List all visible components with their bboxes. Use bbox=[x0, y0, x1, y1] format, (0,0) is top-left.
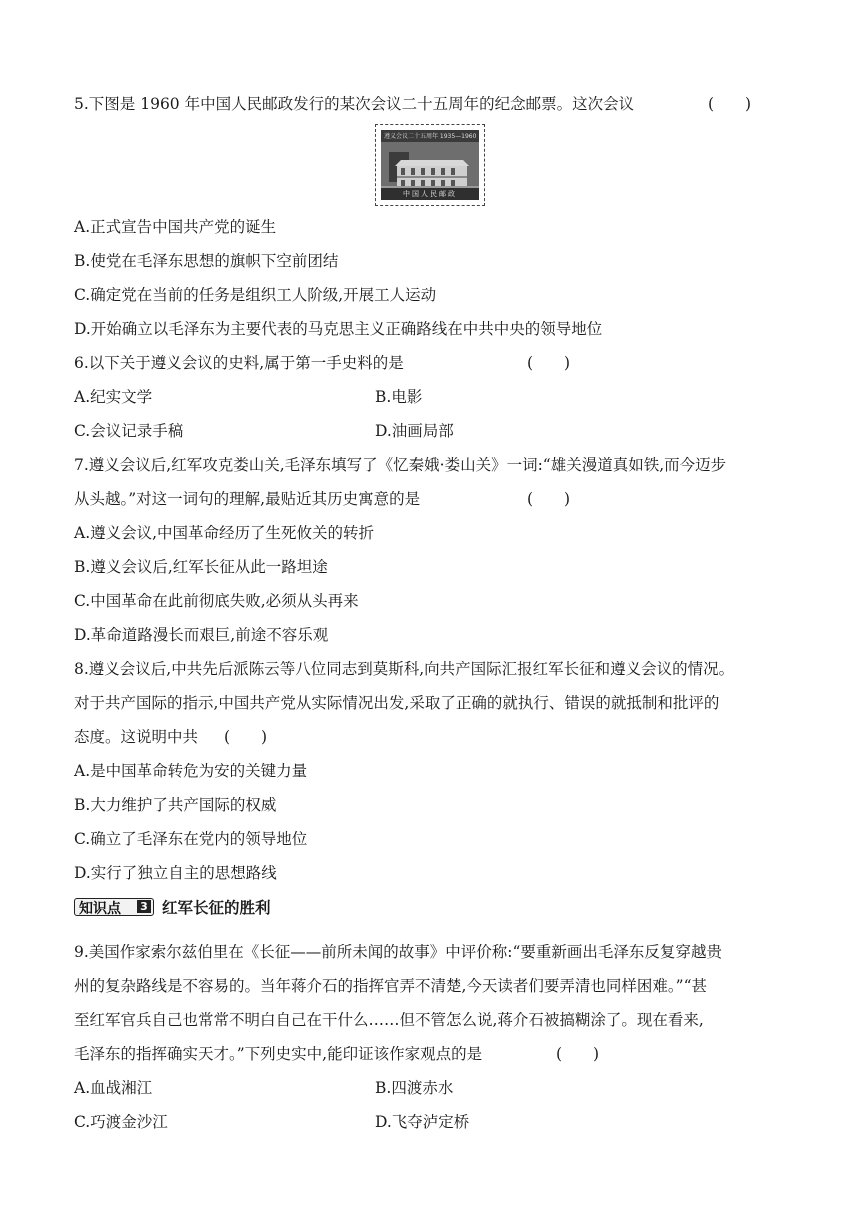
q8-option-d: D.实行了独立自主的思想路线 bbox=[74, 864, 277, 882]
q9-stem-line-3: 至红军官兵自己也常常不明白自己在干什么……但不管怎么说,蒋介石被搞糊涂了。现在看来, bbox=[74, 1011, 704, 1029]
q6-answer-paren: ( ) bbox=[527, 354, 571, 372]
q9-option-b: B.四渡赤水 bbox=[375, 1079, 454, 1097]
section-title: 红军长征的胜利 bbox=[162, 899, 271, 917]
q6-option-a: A.纪实文学 bbox=[74, 388, 153, 406]
commemorative-stamp-image bbox=[375, 124, 485, 206]
q9-stem-line-2: 州的复杂路线是不容易的。当年蒋介石的指挥官弄不清楚,今天读者们要弄清也同样困难。”“甚 bbox=[74, 977, 708, 995]
q9-answer-paren: ( ) bbox=[556, 1045, 600, 1063]
q8-stem-line-1: 8.遵义会议后,中共先后派陈云等八位同志到莫斯科,向共产国际汇报红军长征和遵义会议的情况。 bbox=[74, 660, 735, 678]
q7-option-a: A.遵义会议,中国革命经历了生死攸关的转折 bbox=[74, 524, 375, 542]
q5-answer-paren: ( ) bbox=[708, 95, 752, 113]
stamp-bottom-text: 中国人民邮政 bbox=[403, 190, 457, 198]
q6-option-c: C.会议记录手稿 bbox=[74, 422, 184, 440]
q7-option-b: B.遵义会议后,红军长征从此一路坦途 bbox=[74, 558, 328, 576]
q6-stem: 6.以下关于遵义会议的史料,属于第一手史料的是 bbox=[74, 354, 404, 372]
q8-stem-line-2: 对于共产国际的指示,中国共产党从实际情况出发,采取了正确的就执行、错误的就抵制和批评的 bbox=[74, 694, 720, 712]
knowledge-point-badge-number: 3 bbox=[137, 900, 151, 913]
knowledge-point-badge-label: 知识点 bbox=[79, 901, 121, 917]
q8-option-c: C.确立了毛泽东在党内的领导地位 bbox=[74, 830, 308, 848]
q5-option-a: A.正式宣告中国共产党的诞生 bbox=[74, 218, 277, 236]
q6-option-d: D.油画局部 bbox=[375, 422, 454, 440]
q9-option-d: D.飞夺泸定桥 bbox=[375, 1113, 470, 1131]
q8-option-a: A.是中国革命转危为安的关键力量 bbox=[74, 762, 308, 780]
q9-option-a: A.血战湘江 bbox=[74, 1079, 153, 1097]
q5-option-c: C.确定党在当前的任务是组织工人阶级,开展工人运动 bbox=[74, 286, 437, 304]
q7-option-c: C.中国革命在此前彻底失败,必须从头再来 bbox=[74, 592, 359, 610]
q9-stem-line-1: 9.美国作家索尔兹伯里在《长征——前所未闻的故事》中评价称:“要重新画出毛泽东反复穿越贵 bbox=[74, 943, 722, 961]
q9-option-c: C.巧渡金沙江 bbox=[74, 1113, 168, 1131]
q8-stem-line-3: 态度。这说明中共 bbox=[74, 728, 199, 746]
stamp-top-text: 遵义会议二十五周年 1935—1960 bbox=[384, 133, 477, 140]
q5-stem: 5.下图是 1960 年中国人民邮政发行的某次会议二十五周年的纪念邮票。这次会议 bbox=[74, 95, 635, 113]
q7-option-d: D.革命道路漫长而艰巨,前途不容乐观 bbox=[74, 626, 329, 644]
q9-stem-line-4: 毛泽东的指挥确实天才。”下列史实中,能印证该作家观点的是 bbox=[74, 1045, 483, 1063]
q5-option-b: B.使党在毛泽东思想的旗帜下空前团结 bbox=[74, 252, 339, 270]
q7-stem-line-2: 从头越。”对这一词句的理解,最贴近其历史寓意的是 bbox=[74, 490, 421, 508]
q5-option-d: D.开始确立以毛泽东为主要代表的马克思主义正确路线在中共中央的领导地位 bbox=[74, 320, 603, 338]
q7-stem-line-1: 7.遵义会议后,红军攻克娄山关,毛泽东填写了《忆秦娥·娄山关》一词:“雄关漫道真如铁,而今迈步 bbox=[74, 456, 727, 474]
q8-answer-paren: ( ) bbox=[224, 728, 268, 746]
q6-option-b: B.电影 bbox=[375, 388, 423, 406]
q8-option-b: B.大力维护了共产国际的权威 bbox=[74, 796, 277, 814]
knowledge-point-badge bbox=[74, 898, 154, 916]
q7-answer-paren: ( ) bbox=[527, 490, 571, 508]
